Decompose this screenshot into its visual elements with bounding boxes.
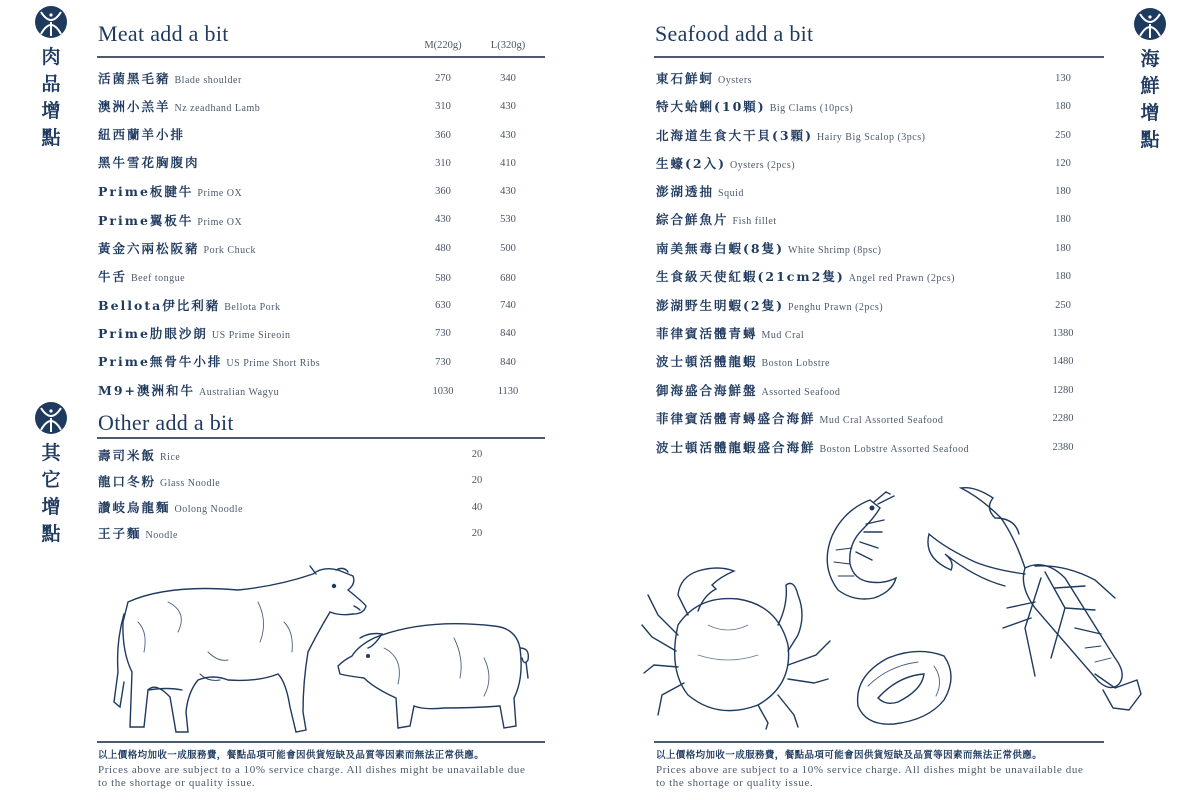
menu-item: 龍口冬粉 Glass Noodle [98, 474, 221, 489]
other-section-title: Other add a bit [98, 410, 234, 435]
brand-logo-icon [1134, 8, 1166, 40]
price: 180 [1055, 271, 1071, 282]
menu-item: 菲律賓活體青蟳盛合海鮮 Mud Cral Assorted Seafood [656, 411, 944, 426]
meat-side-label: 肉 品 增 點 [41, 46, 61, 149]
price-medium: 310 [435, 101, 451, 112]
column-header-medium: M(220g) [424, 40, 462, 51]
other-title-rule [97, 437, 545, 439]
price: 180 [1055, 214, 1071, 225]
menu-item: 澳洲小羔羊 Nz zeadhand Lamb [98, 99, 261, 114]
lobster-illustration [915, 478, 1160, 726]
menu-item: Prime肋眼沙朗 US Prime Sireoin [98, 326, 291, 341]
price-medium: 730 [435, 328, 451, 339]
price-medium: 360 [435, 186, 451, 197]
seafood-title-rule [654, 56, 1104, 58]
menu-item: 特大蛤蜊(10顆) Big Clams (10pcs) [656, 99, 854, 114]
menu-item: 牛舌 Beef tongue [98, 269, 186, 284]
menu-item: 黑牛雪花胸腹肉 [98, 155, 200, 170]
price-large: 340 [500, 73, 516, 84]
price: 180 [1055, 101, 1071, 112]
menu-item: M9+澳洲和牛 Australian Wagyu [98, 383, 280, 398]
price: 250 [1055, 300, 1071, 311]
menu-item: 菲律賓活體青蟳 Mud Cral [656, 326, 805, 341]
price-large: 1130 [497, 386, 519, 397]
service-charge-note-en: Prices above are subject to a 10% service charge. All dishes might be unavailable due to the shortage or quality issue. [656, 764, 1084, 789]
seafood-side-label: 海 鮮 增 點 [1140, 48, 1160, 151]
price: 250 [1055, 130, 1071, 141]
menu-item: 讚岐烏龍麵 Oolong Noodle [98, 500, 243, 515]
price: 2380 [1052, 442, 1074, 453]
menu-item: Bellota伊比利豬 Bellota Pork [98, 298, 281, 313]
price-large: 840 [500, 328, 516, 339]
service-charge-note-en: Prices above are subject to a 10% service charge. All dishes might be unavailable due to the shortage or quality issue. [98, 764, 526, 789]
price: 1480 [1052, 356, 1074, 367]
menu-item: 御海盛合海鮮盤 Assorted Seafood [656, 383, 841, 398]
price-medium: 630 [435, 300, 451, 311]
service-charge-note-zh: 以上價格均加收一成服務費，餐點品項可能會因供貨短缺及品質等因素而無法正常供應。 [656, 750, 1043, 761]
price: 130 [1055, 73, 1071, 84]
column-header-large: L(320g) [490, 40, 526, 51]
menu-item: 壽司米飯 Rice [98, 448, 181, 463]
price-medium: 580 [435, 273, 451, 284]
menu-item: 綜合鮮魚片 Fish fillet [656, 212, 777, 227]
price-medium: 730 [435, 357, 451, 368]
menu-item: 澎湖透抽 Squid [656, 184, 744, 199]
seafood-section-title: Seafood add a bit [655, 21, 814, 46]
menu-item: 活菌黑毛豬 Blade shoulder [98, 71, 242, 86]
crab-illustration [638, 555, 833, 730]
price-medium: 480 [435, 243, 451, 254]
price-large: 430 [500, 186, 516, 197]
meat-section-title: Meat add a bit [98, 21, 229, 46]
price: 180 [1055, 186, 1071, 197]
menu-item: 澎湖野生明蝦(2隻) Penghu Prawn (2pcs) [656, 298, 884, 313]
menu-item: 黃金六兩松阪豬 Pork Chuck [98, 241, 257, 256]
menu-item: 紐西蘭羊小排 [98, 127, 186, 142]
price: 20 [471, 475, 483, 486]
price-large: 740 [500, 300, 516, 311]
price-medium: 1030 [432, 386, 454, 397]
menu-item: 生食級天使紅蝦(21cm2隻) Angel red Prawn (2pcs) [656, 269, 956, 284]
brand-logo-icon [35, 402, 67, 434]
pig-illustration [334, 618, 534, 736]
menu-item: Prime翼板牛 Prime OX [98, 213, 243, 228]
menu-item: Prime板腱牛 Prime OX [98, 184, 243, 199]
price-large: 410 [500, 158, 516, 169]
price: 180 [1055, 243, 1071, 254]
footer-rule [97, 741, 545, 743]
price-medium: 270 [435, 73, 451, 84]
price-large: 500 [500, 243, 516, 254]
price: 120 [1055, 158, 1071, 169]
price: 40 [471, 502, 483, 513]
price-large: 530 [500, 214, 516, 225]
price-medium: 310 [435, 158, 451, 169]
menu-item: 東石鮮蚵 Oysters [656, 71, 753, 86]
price: 1280 [1052, 385, 1074, 396]
menu-item: 王子麵 Noodle [98, 526, 178, 541]
menu-item: 生蠔(2入) Oysters (2pcs) [656, 156, 796, 171]
price-large: 680 [500, 273, 516, 284]
price-large: 840 [500, 357, 516, 368]
price-medium: 360 [435, 130, 451, 141]
other-side-label: 其 它 增 點 [41, 442, 61, 545]
price-medium: 430 [435, 214, 451, 225]
price: 2280 [1052, 413, 1074, 424]
right-page [600, 0, 1200, 800]
menu-item: 北海道生食大干貝(3顆) Hairy Big Scalop (3pcs) [656, 128, 926, 143]
menu-item: 波士頓活體龍蝦 Boston Lobstre [656, 354, 830, 369]
price: 20 [471, 449, 483, 460]
menu-item: Prime無骨牛小排 US Prime Short Ribs [98, 354, 321, 369]
brand-logo-icon [35, 6, 67, 38]
footer-rule [654, 741, 1104, 743]
service-charge-note-zh: 以上價格均加收一成服務費，餐點品項可能會因供貨短缺及品質等因素而無法正常供應。 [98, 750, 485, 761]
cow-illustration [108, 562, 368, 740]
meat-title-rule [97, 56, 545, 58]
price-large: 430 [500, 101, 516, 112]
menu-item: 南美無毒白蝦(8隻) White Shrimp (8psc) [656, 241, 882, 256]
price: 20 [471, 528, 483, 539]
price: 1380 [1052, 328, 1074, 339]
price-large: 430 [500, 130, 516, 141]
shrimp-illustration [814, 490, 904, 605]
menu-item: 波士頓活體龍蝦盛合海鮮 Boston Lobstre Assorted Seafood [656, 440, 970, 455]
